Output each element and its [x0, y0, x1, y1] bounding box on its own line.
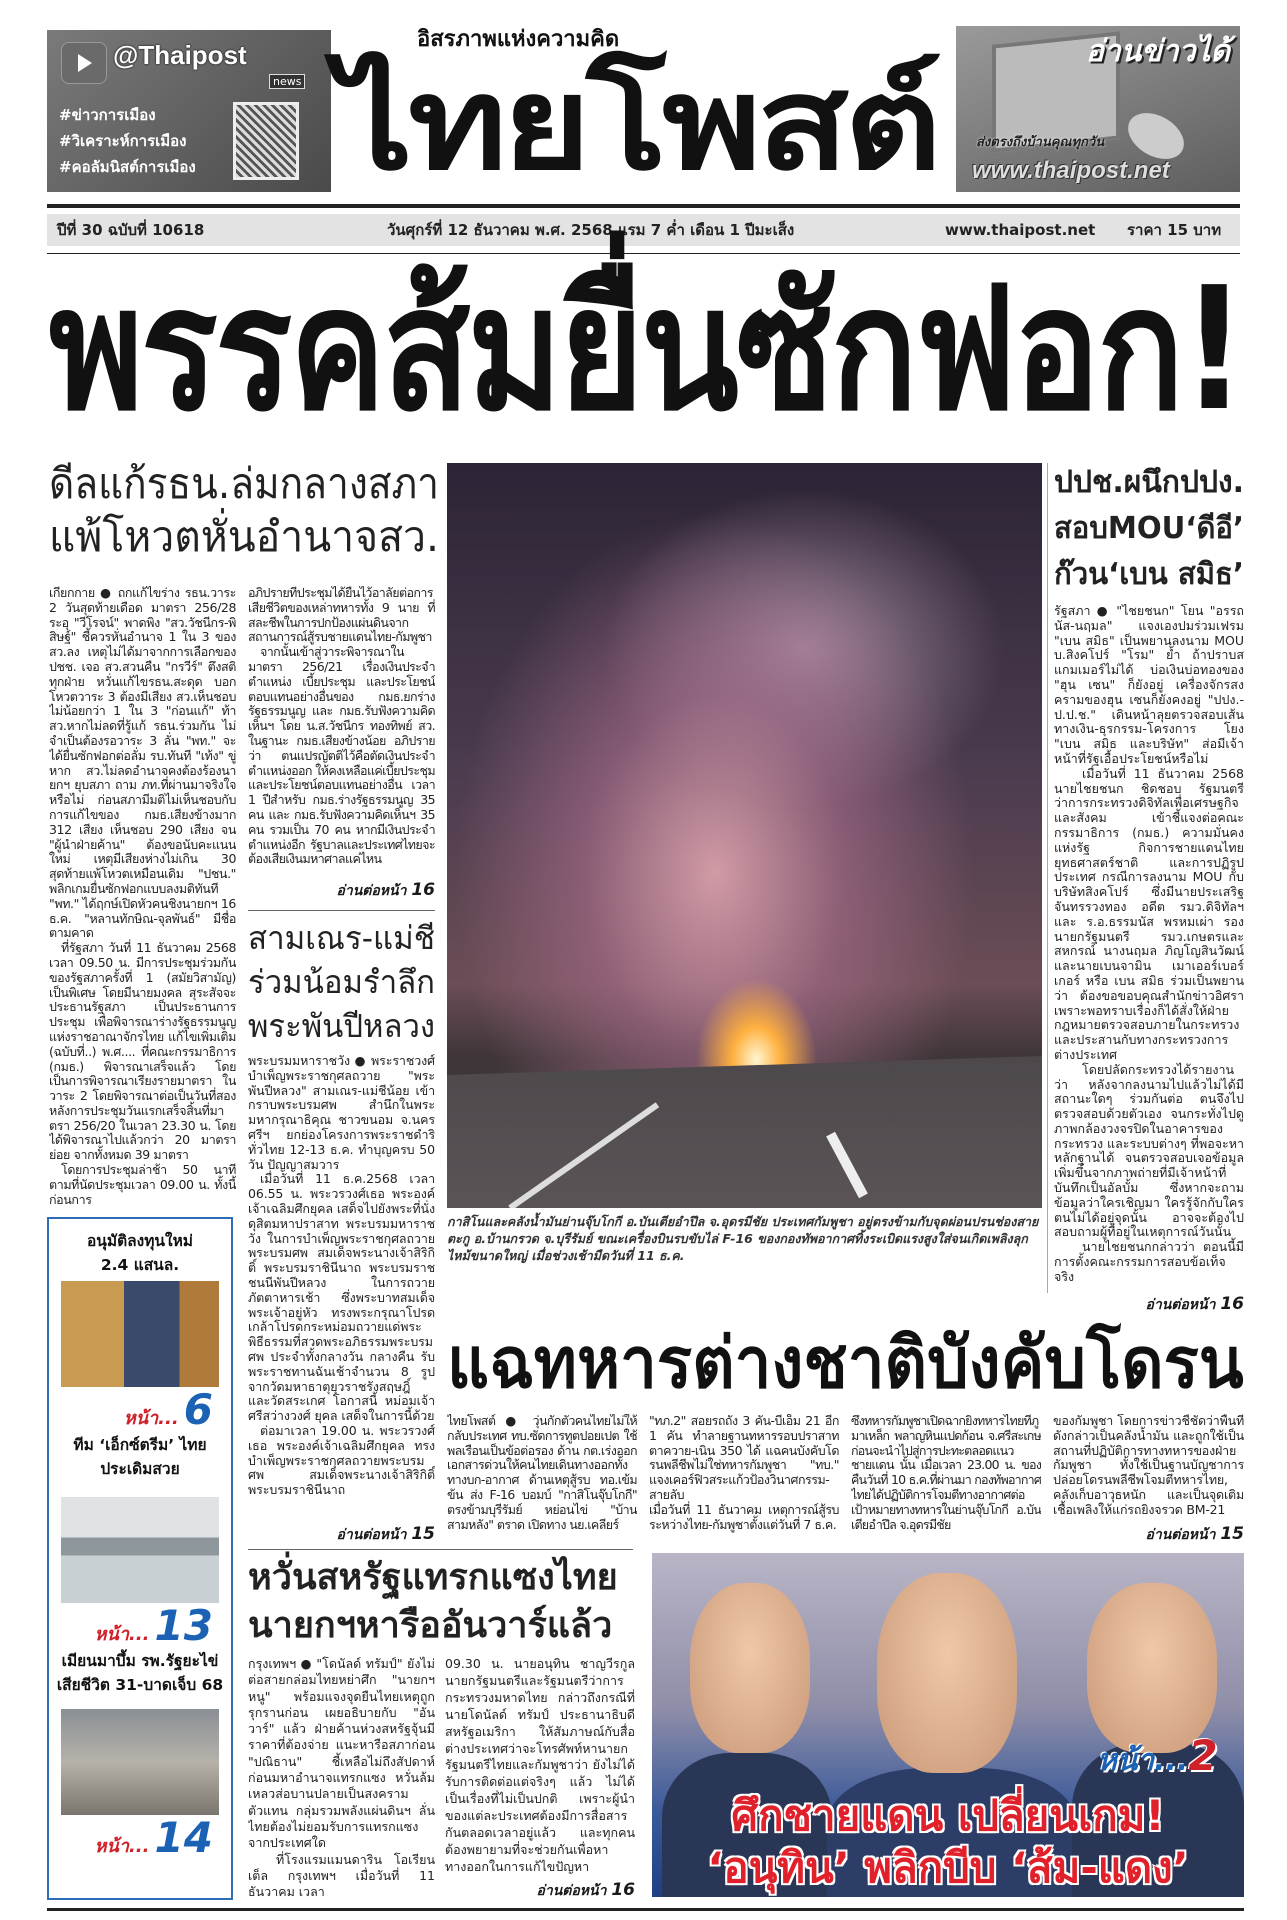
price: ราคา 15 บาท: [1127, 221, 1222, 239]
continued-page: 16: [1220, 1294, 1244, 1314]
paragraph: 09.30 น. นายอนุทิน ชาญวีรกูล นายกรัฐมนตรีและรัฐมนตรีว่าการกระทรวงมหาดไทย กล่าวถึงกรณีที่นายโดนัลด์ ทรัมป์ ประธานาธิบดีสหรัฐอเมริกา ให้สัมภาษณ์กับสื่อต่างประเทศว่าจะโทรศัพท์หานายกรัฐมนตรีไทยและกัมพูชาว่า ยังไม่ได้รับการติดต่อแต่จริงๆ แล้ว ไม่ได้เป็นเรื่องที่ไม่เป็นปกติ เพราะผู้นำของแต่ละประเทศต้องมีการสื่อสารกันตลอดเวลาอยู่แล้ว และทุกคนต้องพยายามที่จะช่วยกันเพื่อหาทางออกในการแก้ไขปัญหา: [445, 1656, 635, 1874]
masthead-rule: [47, 204, 1240, 208]
headline-line: ก๊วน‘เบน สมิธ’: [1054, 557, 1244, 592]
website-ad-banner[interactable]: [956, 26, 1240, 192]
page-number: 2: [1188, 1731, 1218, 1780]
bottom-rule: [47, 1908, 1244, 1911]
ad-headline: อ่านข่าวได้: [1085, 34, 1230, 69]
masthead-logo: [337, 26, 938, 199]
mou-continued-link[interactable]: [1054, 1294, 1244, 1315]
road: [447, 1018, 1042, 1208]
ad-tagline: ส่งตรงถึงบ้านคุณทุกวัน: [976, 135, 1105, 150]
promo-subheadline: ‘อนุทิน’ พลิกบีบ ‘ส้ม-แดง’: [707, 1843, 1189, 1892]
paragraph: รัฐสภา ● "ไชยชนก" โยน "อรรถนัส-นฤมล" แจงเองปมร่วมเฟรม "เบน สมิธ" เป็นพยานลงนาม MOU บ.สิงคโปร์ "โรม" ย้ำ ถ้าปราบสแกมเมอร์ไม่ได้ บ่อเงินบ่อทองของ "ฮุน เซน" ก็ยังอยู่ เครื่องจักรสงครามของฮุน เซนก็ยังคงอยู่ "ปปง.-ป.ป.ช." เดินหน้าลุยตรวจสอบเส้นทางเงิน-ธุรกรรม-โครงการ โยง "เบน สมิธ และบริษัท" ส่อมีเจ้าหน้าที่รัฐเอื้อประโยชน์หรือไม่: [1054, 604, 1244, 766]
continued-page: 16: [611, 1880, 635, 1900]
headline-line: ปปช.ผนึกปปง.: [1054, 465, 1244, 500]
sidebar-item-title: 2.4 แสนล.: [100, 1256, 180, 1274]
paragraph: เกียกกาย ● ถกแก้ไขร่าง รธน.วาระ 2 วันสุดท้ายเดือด มาตรา 256/28 ระอุ "วีโรจน์" พาดพิง "สว.วัชนีกร-พิสิษฐ์" ชี้ควรหั่นอำนาจ 1 ใน 3 ของ สว.ลง เหตุไม่ได้มาจากการเลือกของ ปชช. เจอ สว.สวนคืน "กรวีร์" ตึงสติทุกฝ่าย หวั่นแก้ไขรธน.สะดุด บอกโหวตวาระ 3 ต้องมีเสียง สว.เห็นชอบไม่น้อยกว่า 1 ใน 3 "ก่อนแก้" ท้า สว.หากไม่ลดที่รู้แก้ รธน.ร่วมกัน ไม่จำเป็นต้องรอวาระ 3 ลั่น "พท." จะได้ยื่นซักฟอกต่อลั่ม รบ.ทันที "เท้ง" ขู่หาก สว.ไม่ลดอำนาจคงต้องร้องนายกฯ ยุบสภา ถาม ภท.ที่ผ่านมาจริงใจหรือไม่ ก่อนสภามีมติไม่เห็นชอบกับการแก้ไขของ กมธ.เสียงข้างมาก 312 เสียง เห็นชอบ 290 เสียง จน "ผู้นำฝ่ายค้าน" ต้องขอนับคะแนนใหม่ เหตุมีเสียงห่างไม่เกิน 30 สุดท้ายแพ้โหวตเหมือนเดิม "ปชน." พลิกเกมยื่นซักฟอกแบบลงมติทันที "พท." ได้ฤกษ์เปิดหัวคนชิงนายกฯ 16 ธ.ค. "หลานทักษิณ-จุลพันธ์" มีชื่อตามคาด: [49, 586, 236, 941]
monks-continued-link[interactable]: [248, 1524, 435, 1545]
inside-pages-sidebar: [47, 1217, 233, 1900]
issue-number: ปีที่ 30 ฉบับที่ 10618: [57, 221, 205, 239]
page-label: หน้า...: [94, 1836, 150, 1857]
drone-body-col4: [1053, 1414, 1244, 1522]
paragraph: ของกัมพูชา โดยการข่าวชี้ชัดว่าพื้นที่ดังกล่าวเป็นคลังน้ำมัน และถูกใช้เป็นสถานที่ปฏิบัติการทางทหารของฝ่ายกัมพูชา ทั้งใช้เป็นฐานบัญชาการปล่อยโดรนพลีชีพโจมตีทหารไทย, คลังเก็บอาวุธหนัก และเป็นจุดเติมเชื้อเพลิงให้แก่รถยิงจรวด BM-21: [1053, 1414, 1244, 1517]
sidebar-item-title: อนุมัติลงทุนใหม่: [86, 1232, 194, 1250]
paragraph: ที่โรงแรมแมนดาริน โอเรียนเต็ล กรุงเทพฯ เมื่อวันที่ 11 ธันวาคม เวลา: [248, 1851, 435, 1900]
continued-page: 15: [1220, 1524, 1244, 1544]
promo-page-ref: [1097, 1731, 1218, 1786]
mou-body: [1054, 604, 1244, 1292]
sidebar-item-title: ประเดิมสวย: [100, 1460, 180, 1478]
page-number: 14: [154, 1813, 213, 1862]
paragraph: เมื่อวันที่ 11 ธันวาคม 2568 นายไชยชนก ชิดชอบ รัฐมนตรีว่าการกระทรวงดิจิทัลเพื่อเศรษฐกิจและสังคม เข้าชี้แจงต่อคณะกรรมาธิการ (กมธ.) ความมั่นคงแห่งรัฐ กิจการชายแดนไทย ยุทธศาสตร์ชาติ และการปฏิรูปประเทศ กรณีการลงนาม MOU กับบริษัทสิงคโปร์ ซึ่งมีนายประเสริฐ จันทรรวงทอง อดีต รมว.ดิจิทัลฯ และ ร.อ.ธรรมนัส พรหมเผ่า รองนายกรัฐมนตรี รมว.เกษตรและสหกรณ์ นางนฤมล ภิญโญสินวัฒน์ และนายเบนจามิน เมาเออร์เบอร์เกอร์ หรือ เบน สมิธ ร่วมเป็นพยานว่า ต้องขอขอบคุณสำนักข่าวอิศราเพราะพอทราบเรื่องก็ได้สั่งให้ฝ่ายกฎหมายตรวจสอบภายในกระทรวง และประสานกับทางกระทรวงการต่างประเทศ: [1054, 765, 1244, 1062]
continued-page: 16: [411, 880, 435, 900]
paragraph: ที่รัฐสภา วันที่ 11 ธันวาคม 2568 เวลา 09.50 น. มีการประชุมร่วมกันของรัฐสภาครั้งที่ 1 (สมัยวิสามัญ) เป็นพิเศษ โดยมีนายมงคล สุระสัจจะ ประธานรัฐสภา เป็นประธานการประชุม เพื่อพิจารณาร่างรัฐธรรมนูญแห่งราชอาณาจักรไทย แก้ไขเพิ่มเติม (ฉบับที่..) พ.ศ.... ที่คณะกรรมาธิการ (กมธ.) พิจารณาเสร็จแล้ว โดยเป็นการพิจารณาเรียงรายมาตรา ในวาระ 2 โดยพิจารณาต่อเป็นวันที่สอง หลังการประชุมวันแรกเสร็จสิ้นที่มาตรา 256/20 ในเวลา 23.30 น. โดยได้พิจารณาไปแล้วกว่า 20 มาตราย่อย จากทั้งหมด 39 มาตรา: [49, 940, 236, 1163]
drone-headline: แฉทหารต่างชาติบังคับโดรน: [447, 1322, 1244, 1404]
paragraph: ซึ่งทหารกัมพูชาเปิดฉากยิงทหารไทยที่ภูมาเหล็ก พลาญหินแปดก้อน จ.ศรีสะเกษ ก่อนจะนำไปสู่การปะทะตลอดแนวชายแดน นั้น เมื่อเวลา 23.00 น. ของคืนวันที่ 10 ธ.ค.ที่ผ่านมา กองทัพอากาศไทยได้ปฏิบัติการโจมตีทางอากาศต่อเป้าหมายทางทหารในย่านจุ๊บโกกี อ.บันเตียอำปึล จ.อุดรมีชัย: [851, 1414, 1041, 1532]
hashtag: #ข่าวการเมือง: [59, 106, 156, 124]
paragraph: นายไชยชนกกล่าวว่า ตอนนี้มีการตั้งคณะกรรมการสอบข้อเท็จจริง: [1054, 1239, 1244, 1284]
page-number: 6: [183, 1385, 213, 1434]
sidebar-item-title: เมียนมาบึ้ม รพ.รัฐยะไข่: [61, 1652, 219, 1670]
issue-date: วันศุกร์ที่ 12 ธันวาคม พ.ศ. 2568 แรม 7 ค่ำ เดือน 1 ปีมะเส็ง: [387, 221, 795, 239]
continued-label: อ่านต่อหน้า: [336, 1527, 407, 1543]
politics-promo-banner[interactable]: [652, 1553, 1244, 1897]
headline-line: สอบMOU‘ดีอี’: [1054, 511, 1244, 546]
sidebar-item-title: ทีม ‘เอ็กซ์ตรีม’ ไทย: [73, 1436, 207, 1454]
headline-line: พระพันปีหลวง: [248, 1007, 435, 1045]
us-body-col2: [445, 1656, 635, 1876]
drone-body-col3: [851, 1414, 1041, 1544]
charter-body-col2: [248, 586, 435, 876]
continued-page: 15: [411, 1524, 435, 1544]
paragraph: "ทภ.2" สอยรถถัง 3 คัน-บีเอ็ม 21 อีก 1 คัน ทำลายฐานทหารรอบปราสาทตาควาย-เนิน 350 ได้ แฉคนบังคับโดรนพลีชีพไม่ใช่ทหารกัมพูชา "ทบ." แจงเคอร์ฟิวสระแก้วป้องวินาศกรรม-สายลับ เมื่อวันที่ 11 ธันวาคม เหตุการณ์สู้รบระหว่างไทย-กัมพูชาตั้งแต่วันที่ 7 ธ.ค.: [649, 1414, 839, 1532]
executive-photo: [61, 1281, 219, 1387]
drone-body-col2: [649, 1414, 839, 1544]
paragraph: ไทยโพสต์ ● วุ่นกักตัวคนไทยไม่ให้กลับประเทศ ทบ.ซัดการทูตปอยเปต ใช้พลเรือนเป็นข้อต่อรอง ด้าน กต.เร่งออกเอกสารด่วนให้คนไทยเดินทางออกทั้งทางบก-อากาศ ด้านเหตุสู้รบ ทอ.เข้มข้น ส่ง F-16 บอมบ์ "กาสิโนจุ๊บโกกี" ตรงข้ามบุรีรัมย์ หย่อนไข่ "บ้านสามหลัง" ตราด เปิดทาง นย.เคลียร์: [447, 1414, 637, 1532]
charter-continued-link[interactable]: [248, 880, 435, 901]
ad-handle-sub: news: [269, 74, 305, 89]
us-continued-link[interactable]: [445, 1880, 635, 1901]
ad-handle: @Thaipost: [113, 40, 247, 70]
us-body-col1: [248, 1656, 435, 1902]
paragraph: เมื่อวันที่ 11 ธ.ค.2568 เวลา 06.55 น. พระวรวงศ์เธอ พระองค์เจ้าเฉลิมศึกยุคล เสด็จไปยังพระที่นั่งดุสิตมหาปราสาท พระบรมมหาราชวัง ในการบำเพ็ญพระราชกุศลถวายพระบรมศพ สมเด็จพระนางเจ้าสิริกิติ์ พระบรมราชินีนาถ พระบรมราชชนนีพันปีหลวง ในการถวายภัตตาหารเช้า ซึ่งพระบาทสมเด็จพระเจ้าอยู่หัว ทรงพระกรุณาโปรดเกล้าโปรดกระหม่อมถวายแด่พระพิธีธรรมที่สวดพระอภิธรรมพระบรมศพ ประจำทั้งกลางวัน กลางคืน รับพระราชทานฉันเช้าจำนวน 8 รูป จากวัดมหาธาตุยุวราชรังสฤษฎิ์ และวัดสระเกศ โอกาสนี้ หม่อมเจ้าศรีสว่างวงศ์ ยุคล เสด็จในการนี้ด้วย: [248, 1171, 435, 1424]
youtube-ad-banner[interactable]: [47, 30, 331, 192]
us-headline: [248, 1554, 643, 1650]
divider: [248, 910, 435, 911]
sidebar-item[interactable]: [49, 1649, 231, 1861]
ad-hashtags: [59, 102, 196, 180]
page-number: 13: [154, 1601, 213, 1650]
person-face: [1087, 1583, 1217, 1753]
qr-code-icon: [233, 102, 299, 180]
youtube-play-icon: [61, 42, 107, 84]
sidebar-item-title: เสียชีวิต 31-บาดเจ็บ 68: [56, 1676, 224, 1694]
paragraph: โดยปลัดกระทรวงได้รายงานว่า หลังจากลงนามไปแล้วไม่ได้มีสถานะใดๆ ร่วมกันต่อ ตนจึงไปตรวจสอบด้วยตัวเอง จนกระทั่งไปดูภาพกล้องวงจรปิดในอาคารของกระทรวง และระบบต่างๆ ที่พอจะหาหลักฐานได้ จนตรวจสอบเจอข้อมูลเพิ่มขึ้นจากภาพถ่ายที่มีเจ้าหน้าที่บันทึกเป็นอัลบั้ม ซึ่งหากจะถามข้อมูลว่าใครเชิญมา ใครรู้จักกับใคร ตนไม่ได้อยู่จุดนั้น อาจจะต้องไปสอบถามผู้ที่อยู่ในเหตุการณ์วันนั้น: [1054, 1061, 1244, 1240]
wakeboard-photo: [61, 1497, 219, 1603]
slogan: อิสรภาพแห่งความคิด: [417, 27, 620, 52]
promo-headline: ศึกชายแดน เปลี่ยนเกม!: [731, 1791, 1165, 1840]
continued-label: อ่านต่อหน้า: [1145, 1527, 1216, 1543]
headline-line: นายกฯหารืออันวาร์แล้ว: [248, 1605, 613, 1646]
hashtag: #วิเคราะห์การเมือง: [59, 132, 187, 150]
website-link[interactable]: www.thaipost.net: [945, 221, 1096, 239]
issue-info-bar: [47, 214, 1240, 246]
paragraph: กรุงเทพฯ ● "โดนัลด์ ทรัมป์" ยังไม่ต่อสายกล่อมไทยหย่าศึก "นายกฯ หนู" พร้อมแจงจุดยืนไทยเหตุถูกรุกรานก่อน เผยอธิบายกับ "อันวาร์" แล้ว ฝ่ายค้านห่วงสหรัฐจุ้นมีราคาที่ต้องจ่าย แนะหารือสภาก่อน "ปณิธาน" ชี้เหลือไม่ถึงสัปดาห์ ก่อนมหาอำนาจแทรกแซง หวั่นล้มเหลวส่อบานปลายเป็นสงครามตัวแทน กลุ่มรวมพลังแผ่นดินฯ ลั่น ไทยต้องไม่ยอมรับการแทรกแซงจากประเทศใด: [248, 1656, 435, 1851]
mou-headline: [1054, 460, 1244, 598]
column-divider: [1047, 463, 1048, 1293]
headline-line: ร่วมน้อมรำลึก: [248, 963, 435, 1001]
headline-line: ดีลแก้รธน.ล่มกลางสภา: [49, 459, 439, 508]
ad-url: www.thaipost.net: [972, 157, 1170, 184]
paragraph: โดยการประชุมล่าช้า 50 นาที ตามที่นัดประชุมเวลา 09.00 น. ทั้งนี้ ก่อนการ: [49, 1162, 236, 1207]
continued-label: อ่านต่อหน้า: [536, 1883, 607, 1899]
person-face: [877, 1573, 1017, 1773]
monks-body: [248, 1054, 435, 1522]
continued-label: อ่านต่อหน้า: [336, 883, 407, 899]
sidebar-item[interactable]: [49, 1433, 231, 1649]
main-headline: พรรคส้มยื่นซักฟอก!: [49, 251, 1245, 449]
airstrike-fire-photo: [447, 463, 1042, 1208]
newspaper-logo: ไทยโพสต์: [337, 50, 938, 199]
divider: [248, 1549, 633, 1550]
page-label: หน้า...: [94, 1624, 150, 1645]
headline-line: แพ้โหวตหั่นอำนาจสว.: [49, 511, 439, 561]
charter-headline: [49, 458, 439, 563]
monks-headline: [248, 916, 438, 1048]
person-face: [690, 1583, 810, 1753]
page-label: หน้า...: [1097, 1743, 1189, 1778]
damaged-hospital-photo: [61, 1709, 219, 1815]
paragraph: อภิปรายที่ประชุมได้ยืนไว้อาลัยต่อการเสียชีวิตของเหล่าทหารทั้ง 9 นาย ที่สละชีพในการปกป้องแผ่นดินจากสถานการณ์สู้รบชายแดนไทย-กัมพูชา: [248, 586, 435, 645]
charter-body-col1: [49, 586, 236, 1212]
drone-continued-link[interactable]: [1053, 1524, 1244, 1545]
paragraph: พระบรมมหาราชวัง ● พระราชวงศ์บำเพ็ญพระราชกุศลถวาย "พระพันปีหลวง" สามเณร-แม่ชีน้อย เข้ากราบพระบรมศพ สำนึกในพระมหากรุณาธิคุณ ชาวขนอม จ.นครศรีฯ ยกย่องโครงการพระราชดำริทั่วไทย 12-13 ธ.ค. ทำบุญครบ 50 วัน ปัญญาสมวาร: [248, 1054, 435, 1172]
headline-line: สามเณร-แม่ชี: [248, 919, 435, 957]
page-label: หน้า...: [123, 1408, 179, 1429]
paragraph: จากนั้นเข้าสู่วาระพิจารณาในมาตรา 256/21 เรื่องเงินประจำตำแหน่ง เบี้ยประชุม และประโยชน์ตอบแทนอย่างอื่นของ กมธ.ยกร่างรัฐธรรมนูญ และ กมธ.รับฟังความคิดเห็นฯ โดย น.ส.วัชนีกร ทองทิพย์ สว. ในฐานะ กมธ.เสียงข้างน้อย อภิปรายว่า ตนแปรญัตติไว้คือตัดเงินประจำตำแหน่งออก ให้คงเหลือแค่เบี้ยประชุมและประโยชน์ตอบแทนอย่างอื่น เวลา 1 ปีสำหรับ กมธ.ร่างรัฐธรรมนูญ 35 คน และ กมธ.รับฟังความคิดเห็นฯ 35 คน รวมเป็น 70 คน หากมีเงินประจำตำแหน่งอีก รัฐบาลและประเทศไทยจะต้องเสียเงินมหาศาลแค่ไหน: [248, 644, 435, 867]
photo-caption: กาสิโนและคลังน้ำมันย่านจุ๊บโกกี อ.บันเตียอำปึล จ.อุดรมีชัย ประเทศกัมพูชา อยู่ตรงข้ามกับจุดผ่อนปรนช่องสายตะกู อ.บ้านกรวด จ.บุรีรัมย์ ขณะเครื่องบินรบขับไล่ F-16 ของกองทัพอากาศทิ้งระเบิดแรงสูงใส่จนเกิดเพลิงลุกไหม้ขนาดใหญ่ เมื่อช่วงเช้ามืดวันที่ 11 ธ.ค.: [447, 1214, 1039, 1263]
paragraph: ต่อมาเวลา 19.00 น. พระวรวงศ์เธอ พระองค์เจ้าเฉลิมศึกยุคล ทรงบำเพ็ญพระราชกุศลถวายพระบรมศพ สมเด็จพระนางเจ้าสิริกิติ์ พระบรมราชินีนาถ: [248, 1422, 435, 1498]
hashtag: #คอลัมนิสต์การเมือง: [59, 158, 196, 176]
drone-body-col1: [447, 1414, 637, 1544]
headline-line: หวั่นสหรัฐแทรกแซงไทย: [248, 1557, 618, 1598]
sidebar-item[interactable]: [49, 1219, 231, 1433]
continued-label: อ่านต่อหน้า: [1145, 1297, 1216, 1313]
